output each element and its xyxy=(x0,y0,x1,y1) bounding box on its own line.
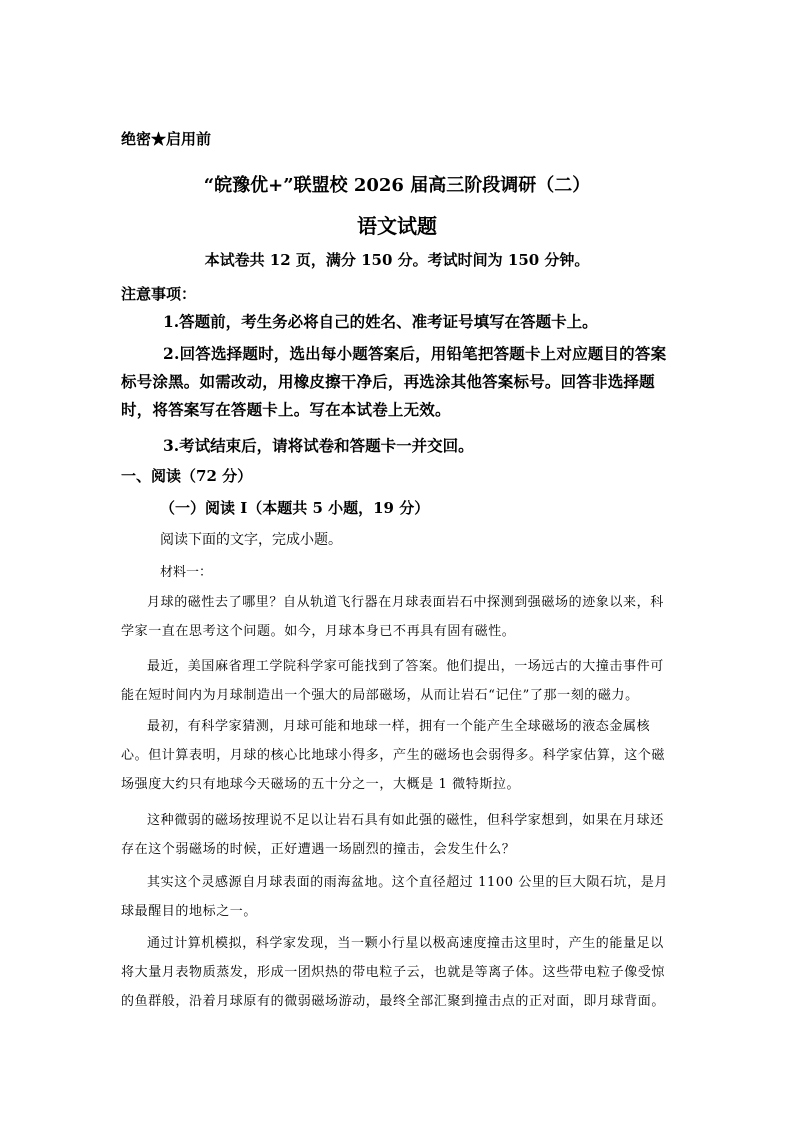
exam-title: “皖豫优+”联盟校 2026 届高三阶段调研（二） xyxy=(203,175,591,196)
material-label: 材料一： xyxy=(160,565,213,580)
body-paragraph: 最初，有科学家猜测，月球可能和地球一样，拥有一个能产生全球磁场的液态金属核心。但计算表明，月球的核心比地球小得多，产生的磁场也会弱得多。科学家估算，这个磁场强度大约只有地球今天磁场的五十分之一，大概是 1 微特斯拉。 xyxy=(121,719,666,792)
instruction-text: 阅读下面的文字，完成小题。 xyxy=(160,532,342,548)
exam-info: 本试卷共 12 页，满分 150 分。考试时间为 150 分钟。 xyxy=(204,251,590,269)
notes-heading: 注意事项： xyxy=(121,285,197,303)
body-paragraph: 月球的磁性去了哪里？自从轨道飞行器在月球表面岩石中探测到强磁场的迹象以来，科学家一直在思考这个问题。如今，月球本身已不再具有固有磁性。 xyxy=(121,595,664,639)
subsection-title: （一）阅读 I（本题共 5 小题，19 分） xyxy=(160,499,430,517)
subject-title: 语文试题 xyxy=(357,214,437,238)
note-item: 1.答题前，考生务必将自己的姓名、准考证号填写在答题卡上。 xyxy=(163,312,598,331)
confidential-label: 绝密★启用前 xyxy=(121,130,212,148)
note-item: 3.考试结束后，请将试卷和答题卡一并交回。 xyxy=(163,436,474,455)
body-paragraph: 最近，美国麻省理工学院科学家可能找到了答案。他们提出，一场远古的大撞击事件可能在短时间内为月球制造出一个强大的局部磁场，从而让岩石“记住”了那一刻的磁力。 xyxy=(121,659,664,703)
body-paragraph: 其实这个灵感源自月球表面的雨海盆地。这个直径超过 1100 公里的巨大陨石坑，是月球最醒目的地标之一。 xyxy=(121,875,668,919)
body-paragraph: 这种微弱的磁场按理说不足以让岩石具有如此强的磁性，但科学家想到，如果在月球还存在这个弱磁场的时候，正好遭遇一场剧烈的撞击，会发生什么？ xyxy=(121,813,664,857)
note-item: 2.回答选择题时，选出每小题答案后，用铅笔把答题卡上对应题目的答案标号涂黑。如需改动，用橡皮擦干净后，再选涂其他答案标号。回答非选择题时，将答案写在答题卡上。写在本试卷上无效。 xyxy=(121,344,667,419)
section-title: 一、阅读（72 分） xyxy=(121,467,253,485)
body-paragraph: 通过计算机模拟，科学家发现，当一颗小行星以极高速度撞击这里时，产生的能量足以将大量月表物质蒸发，形成一团炽热的带电粒子云，也就是等离子体。这些带电粒子像受惊的鱼群般，沿着月球原有的微弱磁场游动，最终全部汇聚到撞击点的正对面，即月球背面。 xyxy=(121,936,666,1009)
